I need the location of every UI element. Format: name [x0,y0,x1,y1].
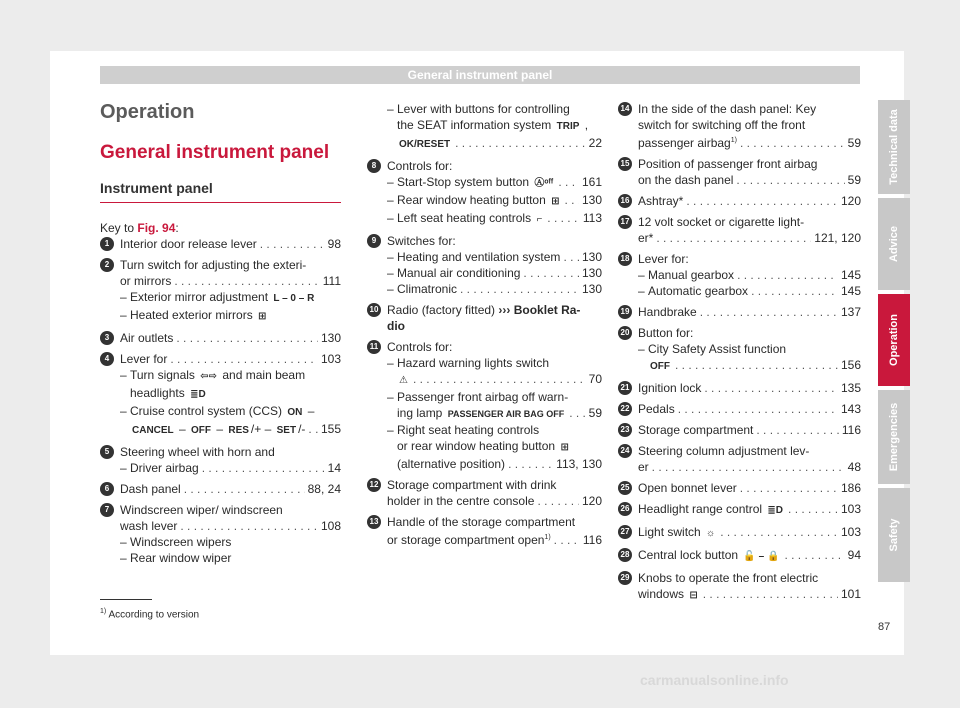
item-number: 26 [618,502,632,516]
list-item: 9 Switches for: – Heating and ventilation system . . . 130 – Manual air conditioning . . . 130 – Climatronic . . . 130 [367,233,602,297]
rear-heating-icon: ⊞ [551,196,560,207]
tab-emergencies[interactable]: Emergencies [878,390,910,484]
list-item: 28 Central lock button 🔓 – 🔒 . . . 94 [618,547,861,565]
list-item: 21 Ignition lock . . . 135 [618,380,861,396]
headlight-range-icon: ≣D [767,505,784,516]
list-item: 11 Controls for: – Hazard warning lights switch ⚠ . . . 70 – Passenger front airbag off warn- ing lamp PASSENGER AIR BAG OFF . . . 59 – Right seat heating controls or rear window heating button ⊞ (alternative position) . . . 113, 130 [367,339,602,472]
item-number: 21 [618,381,632,395]
item-number: 22 [618,402,632,416]
list-item: 26 Headlight range control ≣D . . . 103 [618,501,861,519]
page-ref[interactable]: 130 [581,250,602,264]
list-item: 29 Knobs to operate the front electric windows ⊟ . . . 101 [618,570,861,604]
page-ref[interactable]: 113 [582,211,602,225]
footnote: $^{1)}$ According to version [100,608,200,621]
column-2 [367,101,602,548]
list-item: 4 Lever for . . . 103 – Turn signals ⇦⇨ and main beam headlights ≣D – Cruise control system (CCS) ON – CANCEL – OFF – RES /+ – SET /- . . . 155 [100,351,341,439]
item-number: 16 [618,194,632,208]
airbag-off-lamp-icon: PASSENGER AIR BAG OFF [447,409,565,419]
footnote-rule [100,599,152,600]
page-ref[interactable]: 111 [322,274,341,288]
item-number: 7 [100,503,114,517]
key-intro: Key to Fig. 94: [100,221,179,235]
item-number: 24 [618,444,632,458]
item-number: 2 [100,258,114,272]
page-ref[interactable]: 103 [840,502,861,516]
page-ref[interactable]: 186 [840,481,861,495]
tab-safety[interactable]: Safety [878,488,910,582]
page-ref[interactable]: 135 [840,381,861,395]
list-item: 25 Open bonnet lever . . . 186 [618,480,861,496]
item-number: 4 [100,352,114,366]
page-ref[interactable]: 161 [581,175,602,189]
page-ref[interactable]: 88, 24 [307,482,341,496]
list-item: 3 Air outlets . . . 130 [100,330,341,346]
item-number: 25 [618,481,632,495]
start-stop-icon: Ⓐᵒᶠᶠ [534,178,554,189]
page-ref[interactable]: 130 [320,331,341,345]
list-item: 24 Steering column adjustment lev- er . . . 48 [618,443,861,475]
page-ref[interactable]: 48 [847,460,861,474]
item-number: 15 [618,157,632,171]
item-number: 9 [367,234,381,248]
chapter-title: Operation [100,101,195,123]
list-item: 22 Pedals . . . 143 [618,401,861,417]
page-ref[interactable]: 59 [847,136,861,150]
page-ref[interactable]: 103 [840,525,861,539]
heated-mirror-icon: ⊞ [258,311,267,322]
window-icon: ⊟ [689,590,698,601]
page-ref[interactable]: 155 [320,422,341,436]
item-number: 17 [618,215,632,229]
page-ref[interactable]: 121, 120 [814,231,861,245]
item-number: 6 [100,482,114,496]
tab-technical-data[interactable]: Technical data [878,100,910,194]
list-item: 6 Dash panel . . . 88, 24 [100,481,341,497]
page-ref[interactable]: 145 [840,284,861,298]
item-number: 27 [618,525,632,539]
page-number: 87 [878,621,891,633]
tab-operation[interactable]: Operation [878,294,910,386]
turn-signal-icon: ⇦⇨ [200,371,218,382]
page-ref[interactable]: 156 [840,358,861,372]
list-item: 20 Button for: – City Safety Assist function OFF . . . 156 [618,325,861,375]
page-ref[interactable]: 22 [588,136,602,150]
item-number: 14 [618,102,632,116]
city-safety-off-icon: OFF [650,361,670,372]
list-item: 15 Position of passenger front airbag on the dash panel . . . 59 [618,156,861,188]
item-number: 20 [618,326,632,340]
link-arrow-icon: ››› [498,303,511,317]
tab-advice[interactable]: Advice [878,198,910,290]
item-number: 23 [618,423,632,437]
list-item: 1 Interior door release lever . . . 98 [100,236,341,252]
list-item: 27 Light switch ☼ . . . 103 [618,524,861,542]
page-ref[interactable]: 120 [840,194,861,208]
title-rule [100,202,341,203]
item-number: 19 [618,305,632,319]
list-item: 16 Ashtray* . . . 120 [618,193,861,209]
page-ref[interactable]: 14 [327,461,341,475]
page-ref[interactable]: 130 [581,282,602,296]
list-item: – Lever with buttons for controlling the SEAT information system TRIP , OK/RESET . . . 22 [367,101,602,153]
list-item: 17 12 volt socket or cigarette light- er* . . . 121, 120 [618,214,861,246]
item-number: 1 [100,237,114,251]
page-ref[interactable]: 130 [581,266,602,280]
fig-link[interactable]: Fig. 94 [137,221,176,235]
hazard-icon: ⚠ [399,375,408,386]
page-ref[interactable]: 143 [840,402,861,416]
main-beam-icon: ≣D [190,389,206,400]
item-number: 5 [100,445,114,459]
page-ref[interactable]: 145 [840,268,861,282]
page-ref[interactable]: 130 [581,193,602,207]
item-number: 12 [367,478,381,492]
page-ref[interactable]: 113, 130 [556,457,602,471]
booklet-link[interactable]: Booklet Ra- [513,303,581,317]
subsection-title: Instrument panel [100,180,213,196]
list-item: 19 Handbrake . . . 137 [618,304,861,320]
page-ref[interactable]: 70 [588,372,602,386]
seat-heating-icon: ⌐ [536,214,543,225]
item-number: 8 [367,159,381,173]
page-ref[interactable]: 101 [840,587,861,601]
list-item: 10 Radio (factory fitted) ››› Booklet Ra- dio [367,302,602,334]
light-switch-icon: ☼ [706,528,716,539]
page-ref[interactable]: 137 [840,305,861,319]
list-item: 14 In the side of the dash panel: Key switch for switching off the front passenger airbag$^{1)}$ . . . 59 [618,101,861,151]
page-ref[interactable]: 94 [847,548,861,562]
list-item: 18 Lever for: – Manual gearbox . . . 145 – Automatic gearbox . . . 145 [618,251,861,299]
page-ref[interactable]: 103 [320,352,341,366]
item-number: 18 [618,252,632,266]
list-item: 8 Controls for: – Start-Stop system button Ⓐᵒᶠᶠ . . . 161 – Rear window heating button ⊞ . . . 130 – Left seat heating controls ⌐ . . . 113 [367,158,602,228]
item-number: 11 [367,340,381,354]
list-item: 13 Handle of the storage compartment or storage compartment open$^{1)}$ . . . 116 [367,514,602,548]
page-header: General instrument panel [100,66,860,84]
list-item: 7 Windscreen wiper/ windscreen wash lever . . . 108 – Windscreen wipers – Rear window wiper [100,502,341,566]
page-ref[interactable]: 116 [841,423,861,437]
page-ref[interactable]: 116 [582,533,602,547]
list-item: 23 Storage compartment . . . 116 [618,422,861,438]
item-number: 13 [367,515,381,529]
page-ref[interactable]: 98 [327,237,341,251]
item-number: 28 [618,548,632,562]
list-item: 2 Turn switch for adjusting the exteri- or mirrors . . . 111 – Exterior mirror adjustment L – 0 – R – Heated exterior mirrors ⊞ [100,257,341,325]
item-number: 10 [367,303,381,317]
page-ref[interactable]: 120 [581,494,602,508]
lock-icon: 🔓 – 🔒 [743,551,780,562]
page-ref[interactable]: 108 [320,519,341,533]
page-ref[interactable]: 59 [588,406,602,420]
page-ref[interactable]: 59 [847,173,861,187]
item-number: 29 [618,571,632,585]
section-title: General instrument panel [100,142,330,163]
list-item: 5 Steering wheel with horn and – Driver airbag . . . 14 [100,444,341,476]
mirror-adjust-icon: L – 0 – R [273,293,315,304]
list-item: 12 Storage compartment with drink holder in the centre console . . . 120 [367,477,602,509]
column-3 [618,101,861,604]
item-number: 3 [100,331,114,345]
rear-heating-icon: ⊞ [560,442,569,453]
column-1 [100,220,341,566]
watermark: carmanualsonline.info [640,672,789,688]
